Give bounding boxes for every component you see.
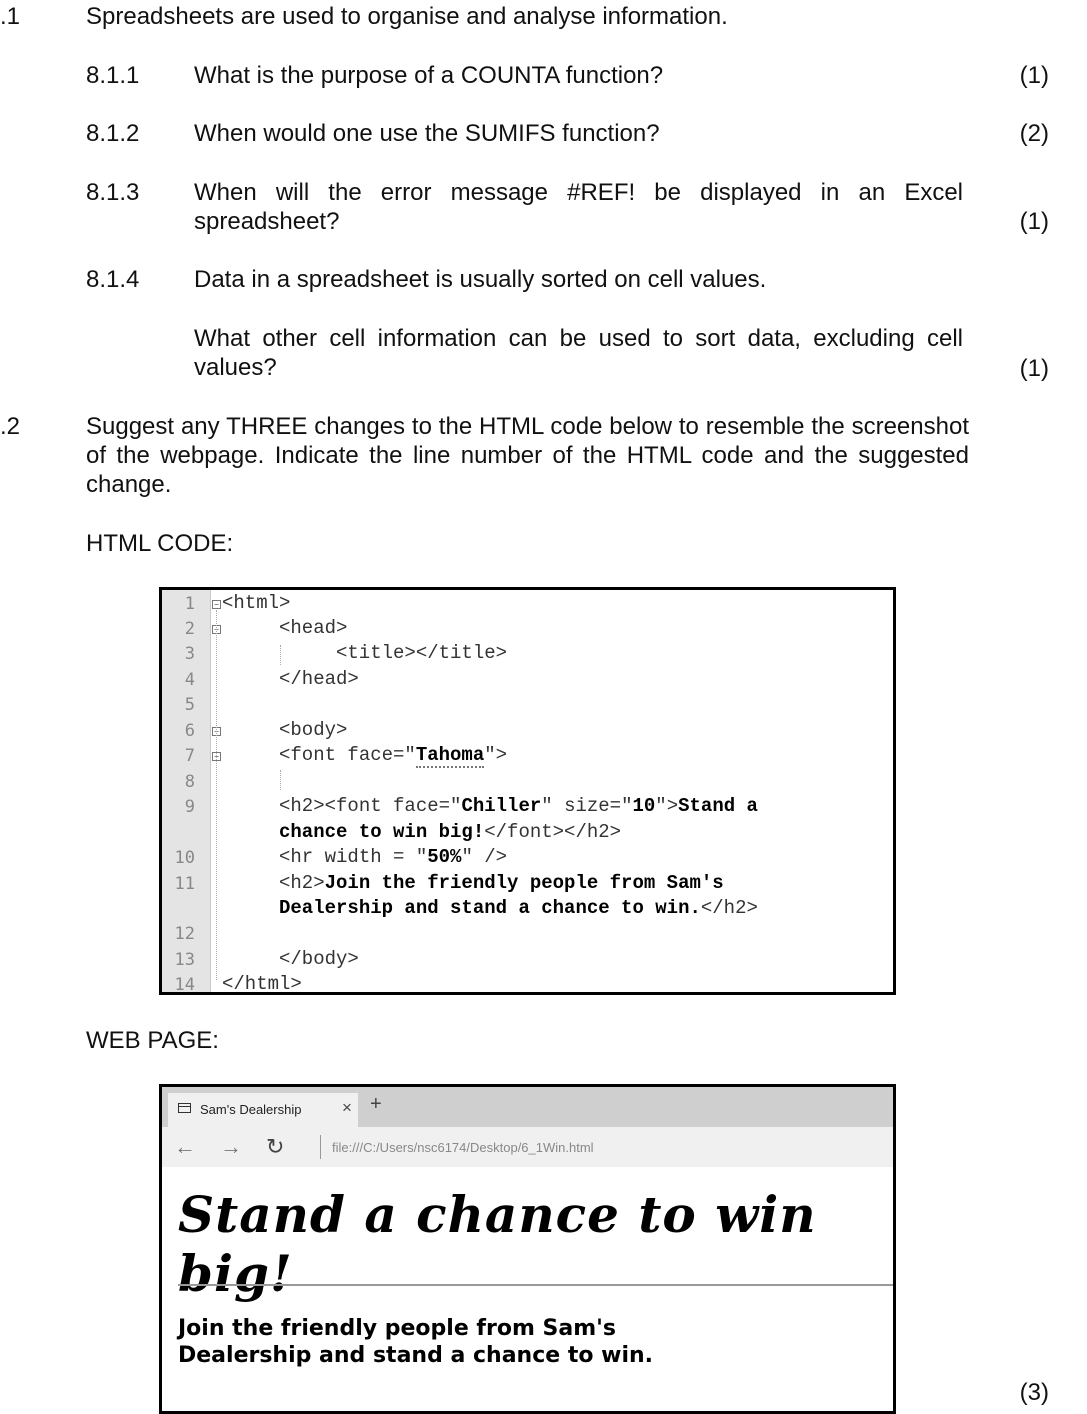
html-code-listing [159, 587, 896, 995]
tab-bar [162, 1087, 893, 1127]
line-number: 1 [184, 594, 195, 614]
code-line-1: <html> [222, 592, 291, 614]
code-line-7: <font face="Tahoma"> [279, 744, 508, 766]
line-number: 11 [174, 874, 195, 894]
indent-guide [280, 770, 281, 790]
mark: (1) [1019, 355, 1049, 382]
mark: (3) [1019, 1379, 1049, 1406]
page-heading: Stand a chance to win big! [178, 1185, 817, 1303]
question-8-2-text: Suggest any THREE changes to the HTML code below to resemble the screenshot of the webpage. Indicate the line number of the HTML code and the suggested change. [86, 413, 969, 498]
code-line-11: <h2>Join the friendly people from Sam's [279, 872, 724, 894]
line-number: 10 [174, 848, 195, 868]
item-text-followup: What other cell information can be used to sort data, excluding cell values? [194, 325, 963, 381]
back-icon[interactable]: ← [174, 1134, 196, 1159]
line-number: 3 [184, 644, 195, 664]
item-text: When would one use the SUMIFS function? [194, 120, 660, 147]
code-line-11-cont: Dealership and stand a chance to win.</h2> [279, 897, 758, 919]
question-8-1-intro: Spreadsheets are used to organise and analyse information. [86, 3, 728, 30]
fold-minus-icon: − [212, 600, 221, 609]
item-number: 8.1.1 [86, 62, 140, 89]
address-url[interactable]: file:///C:/Users/nsc6174/Desktop/6_1Win.html [332, 1140, 594, 1155]
line-number: 2 [184, 619, 195, 639]
code-line-2: <head> [279, 617, 348, 639]
item-number: 8.1.4 [86, 266, 140, 293]
horizontal-rule [178, 1284, 893, 1286]
code-line-14: </html> [222, 973, 302, 995]
fold-minus-icon: − [212, 727, 221, 736]
code-line-9-cont: chance to win big!</font></h2> [279, 821, 622, 843]
line-number: 12 [174, 924, 195, 944]
line-number: 8 [184, 772, 195, 792]
line-number: 6 [184, 721, 195, 741]
address-separator [320, 1135, 321, 1159]
page-icon [178, 1103, 191, 1113]
line-number: 5 [184, 695, 195, 715]
address-bar [162, 1127, 893, 1167]
refresh-icon[interactable]: ↻ [266, 1134, 285, 1159]
fold-minus-icon: − [212, 625, 221, 634]
question-number-8-1: .1 [0, 3, 21, 30]
browser-tab[interactable] [168, 1093, 358, 1127]
line-number: 13 [174, 950, 195, 970]
line-number: 9 [184, 797, 195, 817]
close-icon[interactable]: × [342, 1098, 352, 1117]
mark: (2) [1019, 120, 1049, 147]
item-text: When will the error message #REF! be displayed in an Excel spreadsheet? [194, 179, 963, 235]
mark: (1) [1019, 62, 1049, 89]
page-subheading: Join the friendly people from Sam's Dealership and stand a chance to win. [178, 1316, 653, 1368]
webpage-screenshot [159, 1084, 896, 1414]
forward-icon[interactable]: → [220, 1134, 242, 1159]
code-line-6: <body> [279, 719, 348, 741]
mark: (1) [1019, 208, 1049, 235]
line-number: 7 [184, 746, 195, 766]
new-tab-icon[interactable]: + [370, 1093, 382, 1115]
code-line-3: <title></title> [336, 642, 508, 664]
item-number: 8.1.2 [86, 120, 140, 147]
code-line-13: </body> [279, 948, 359, 970]
code-label: HTML CODE: [86, 530, 234, 557]
item-number: 8.1.3 [86, 179, 140, 206]
line-number: 4 [184, 670, 195, 690]
code-line-9: <h2><font face="Chiller" size="10">Stand a [279, 795, 758, 817]
code-line-10: <hr width = "50%" /> [279, 846, 508, 868]
webpage-label: WEB PAGE: [86, 1027, 219, 1054]
tab-title: Sam's Dealership [200, 1102, 302, 1117]
fold-minus-icon: − [212, 752, 221, 761]
indent-guide [280, 645, 281, 665]
question-number-8-2: .2 [0, 413, 21, 440]
fold-guide [216, 610, 217, 980]
item-text: Data in a spreadsheet is usually sorted on cell values. [194, 266, 767, 293]
code-line-4: </head> [279, 668, 359, 690]
line-number: 14 [174, 975, 195, 995]
item-text: What is the purpose of a COUNTA function? [194, 62, 664, 89]
